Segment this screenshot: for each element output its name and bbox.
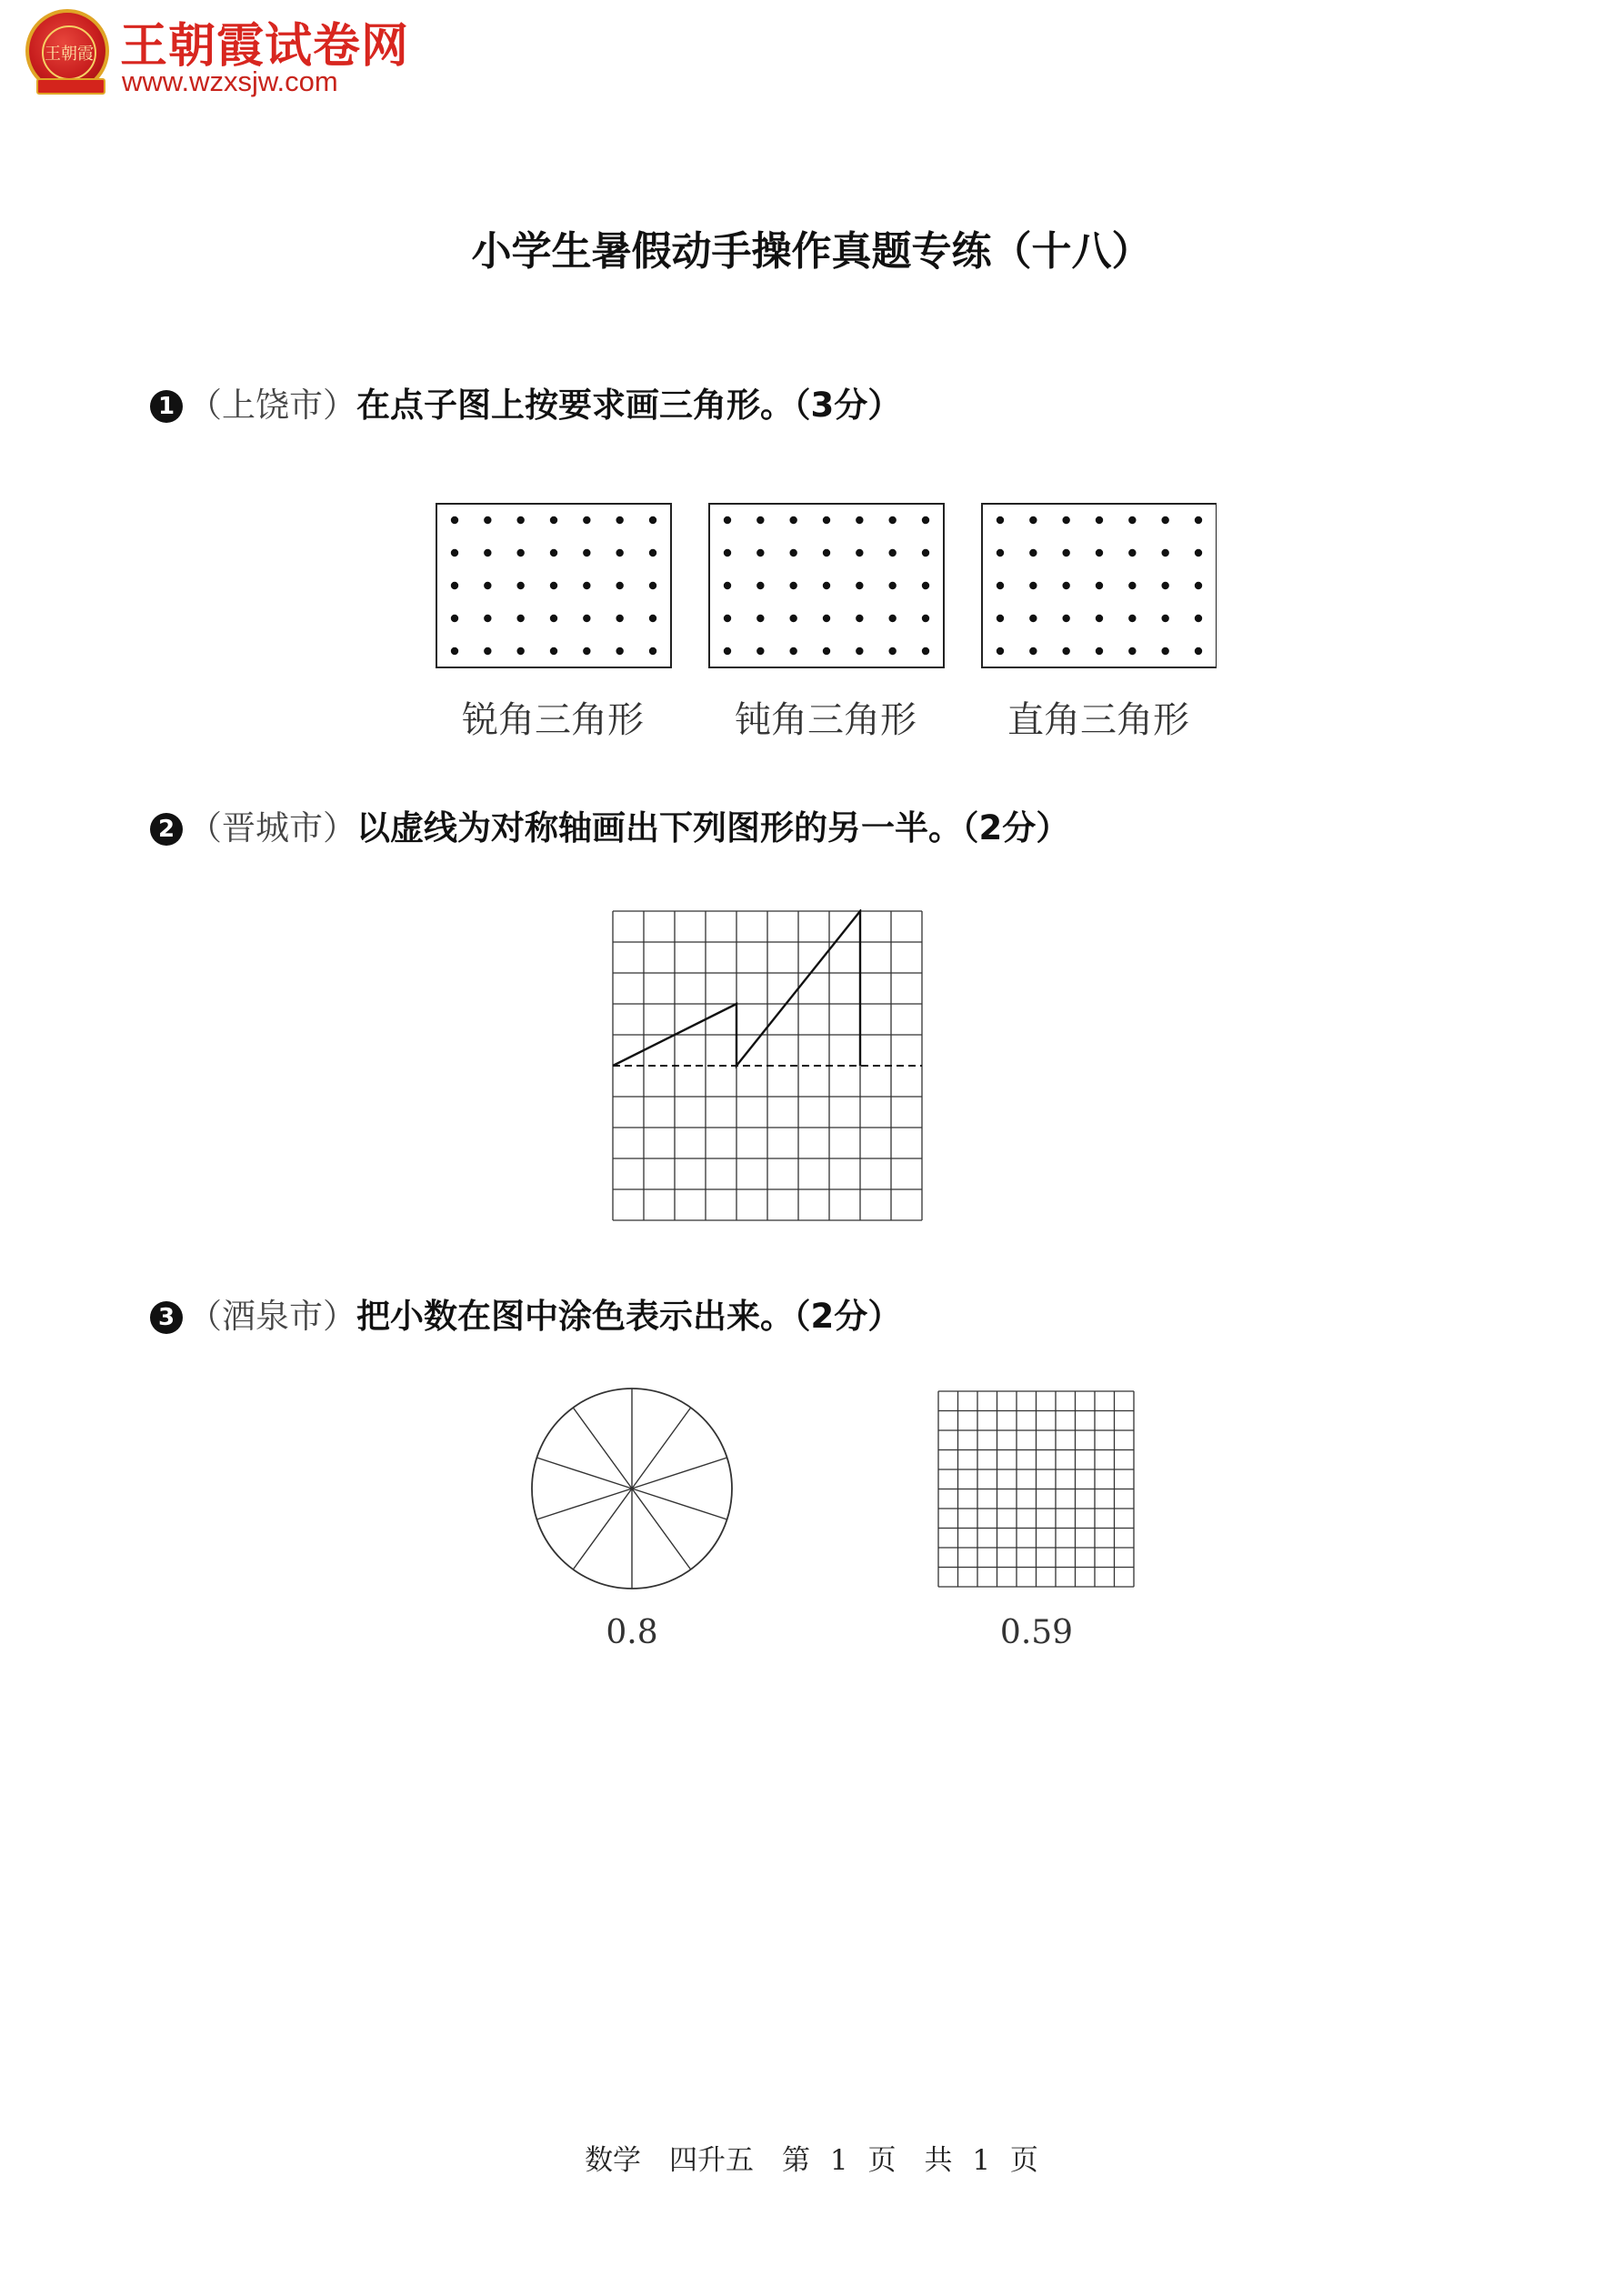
- grid-dot: [1195, 516, 1202, 524]
- grid-dot: [997, 582, 1004, 589]
- grid-dot: [516, 647, 524, 655]
- grid-dot: [1128, 582, 1136, 589]
- grid-dot: [724, 582, 731, 589]
- grid-dot: [856, 582, 863, 589]
- grid-dot: [649, 647, 656, 655]
- grid-dot: [1195, 647, 1202, 655]
- grid-dot: [756, 615, 764, 622]
- grid-dot: [997, 615, 1004, 622]
- grid-dot: [583, 615, 590, 622]
- label-acute-triangle: 锐角三角形: [462, 699, 644, 741]
- grid-dot: [550, 582, 557, 589]
- logo-ribbon: [36, 78, 105, 95]
- grid-dot: [823, 615, 830, 622]
- dot-grids: [435, 502, 1217, 675]
- grid-dot: [922, 582, 929, 589]
- grid-dot: [1096, 549, 1103, 556]
- grid-decimal-label: 0.59: [999, 1614, 1074, 1651]
- grid-dot: [888, 615, 896, 622]
- grid-dot: [1161, 516, 1168, 524]
- grid-dot: [1029, 615, 1037, 622]
- grid-dot: [823, 647, 830, 655]
- grid-dot: [649, 549, 656, 556]
- grid-dot: [1128, 516, 1136, 524]
- grid-dot: [616, 582, 623, 589]
- grid-dot: [484, 582, 491, 589]
- grid-dot: [724, 516, 731, 524]
- grid-dot: [1029, 516, 1037, 524]
- grid-dot: [922, 549, 929, 556]
- grid-dot: [583, 647, 590, 655]
- grid-dot: [888, 582, 896, 589]
- grid-dot: [922, 516, 929, 524]
- grid-dot: [583, 516, 590, 524]
- sector-divider: [632, 1408, 691, 1489]
- grid-dot: [1128, 549, 1136, 556]
- question-number: 2: [150, 813, 183, 846]
- grid-dot: [451, 582, 458, 589]
- sector-divider: [632, 1489, 727, 1519]
- grid-dot: [1161, 549, 1168, 556]
- grid-dot: [823, 549, 830, 556]
- grid-dot: [823, 516, 830, 524]
- grid-dot: [451, 615, 458, 622]
- grid-dot: [888, 549, 896, 556]
- grid-dot: [649, 516, 656, 524]
- grid-dot: [550, 615, 557, 622]
- label-obtuse-triangle: 钝角三角形: [735, 699, 917, 741]
- grid-dot: [1062, 549, 1069, 556]
- grid-dot: [1096, 582, 1103, 589]
- sector-divider: [632, 1489, 691, 1569]
- grid-dot: [922, 647, 929, 655]
- grid-dot: [756, 647, 764, 655]
- grid-dot: [1062, 615, 1069, 622]
- grid-dot: [1161, 647, 1168, 655]
- grid-dot: [516, 549, 524, 556]
- grid-dot: [516, 582, 524, 589]
- grid-dot: [789, 647, 796, 655]
- sector-divider: [573, 1408, 632, 1489]
- question-source: （晋城市）: [188, 808, 356, 847]
- grid-dot: [1062, 582, 1069, 589]
- grid-dot: [1062, 647, 1069, 655]
- grid-dot: [484, 549, 491, 556]
- grid-dot: [856, 516, 863, 524]
- grid-dot: [789, 615, 796, 622]
- sector-divider: [632, 1458, 727, 1489]
- circle-decimal-label: 0.8: [606, 1614, 658, 1651]
- grid-dot: [649, 582, 656, 589]
- question-2: [150, 800, 1069, 849]
- grid-dot: [1029, 582, 1037, 589]
- grid-dot: [1195, 615, 1202, 622]
- grid-dot: [997, 516, 1004, 524]
- ten-sector-circle: [527, 1384, 736, 1593]
- sector-divider: [573, 1489, 632, 1569]
- label-right-triangle: 直角三角形: [1007, 699, 1189, 741]
- grid-dot: [1195, 582, 1202, 589]
- grid-dot: [922, 615, 929, 622]
- grid-dot: [756, 516, 764, 524]
- grid-dot: [516, 615, 524, 622]
- grid-dot: [1161, 582, 1168, 589]
- page-title: 小学生暑假动手操作真题专练（十八）: [471, 228, 1152, 275]
- grid-dot: [888, 516, 896, 524]
- question-text: 以虚线为对称轴画出下列图形的另一半。（2分）: [356, 808, 1070, 847]
- sector-divider: [536, 1489, 632, 1519]
- page-footer: 数学 四升五 第 1 页 共 1 页: [585, 2144, 1038, 2177]
- grid-dot: [451, 549, 458, 556]
- symmetry-grid: [611, 909, 929, 1228]
- question-1: [150, 377, 901, 426]
- question-text: 在点子图上按要求画三角形。（3分）: [356, 386, 902, 425]
- grid-dot: [649, 615, 656, 622]
- grid-dot: [583, 549, 590, 556]
- grid-dot: [724, 549, 731, 556]
- grid-dot: [1128, 615, 1136, 622]
- grid-dot: [484, 647, 491, 655]
- brand-url[interactable]: www.wzxsjw.com: [122, 65, 338, 97]
- grid-dot: [789, 516, 796, 524]
- hundred-grid: [937, 1389, 1138, 1591]
- grid-dot: [888, 647, 896, 655]
- grid-dot: [616, 549, 623, 556]
- question-source: （上饶市）: [188, 386, 356, 425]
- grid-dot: [1161, 615, 1168, 622]
- grid-dot: [1062, 516, 1069, 524]
- grid-dot: [1096, 647, 1103, 655]
- grid-dot: [1195, 549, 1202, 556]
- grid-dot: [550, 516, 557, 524]
- grid-dot: [756, 549, 764, 556]
- grid-dot: [451, 516, 458, 524]
- grid-dot: [1029, 549, 1037, 556]
- grid-dot: [484, 615, 491, 622]
- grid-dot: [451, 647, 458, 655]
- grid-dot: [756, 582, 764, 589]
- grid-dot: [1128, 647, 1136, 655]
- grid-dot: [997, 647, 1004, 655]
- question-number: 1: [150, 390, 183, 423]
- grid-dot: [616, 516, 623, 524]
- grid-dot: [583, 582, 590, 589]
- grid-dot: [1029, 647, 1037, 655]
- logo-text: 王朝霞: [42, 25, 96, 80]
- grid-dot: [724, 615, 731, 622]
- grid-dot: [823, 582, 830, 589]
- grid-dot: [616, 647, 623, 655]
- grid-dot: [516, 516, 524, 524]
- grid-dot: [724, 647, 731, 655]
- grid-dot: [1096, 516, 1103, 524]
- grid-dot: [484, 516, 491, 524]
- question-number: 3: [150, 1301, 183, 1334]
- grid-dot: [856, 647, 863, 655]
- grid-dot: [789, 582, 796, 589]
- grid-dot: [1096, 615, 1103, 622]
- question-source: （酒泉市）: [188, 1297, 356, 1336]
- grid-dot: [856, 549, 863, 556]
- sector-divider: [536, 1458, 632, 1489]
- brand-name[interactable]: 王朝霞试卷网: [120, 19, 410, 74]
- grid-dot: [550, 549, 557, 556]
- grid-dot: [550, 647, 557, 655]
- grid-dot: [616, 615, 623, 622]
- question-3: [150, 1288, 901, 1338]
- grid-dot: [856, 615, 863, 622]
- grid-dot: [997, 549, 1004, 556]
- grid-dot: [789, 549, 796, 556]
- question-text: 把小数在图中涂色表示出来。（2分）: [356, 1297, 902, 1336]
